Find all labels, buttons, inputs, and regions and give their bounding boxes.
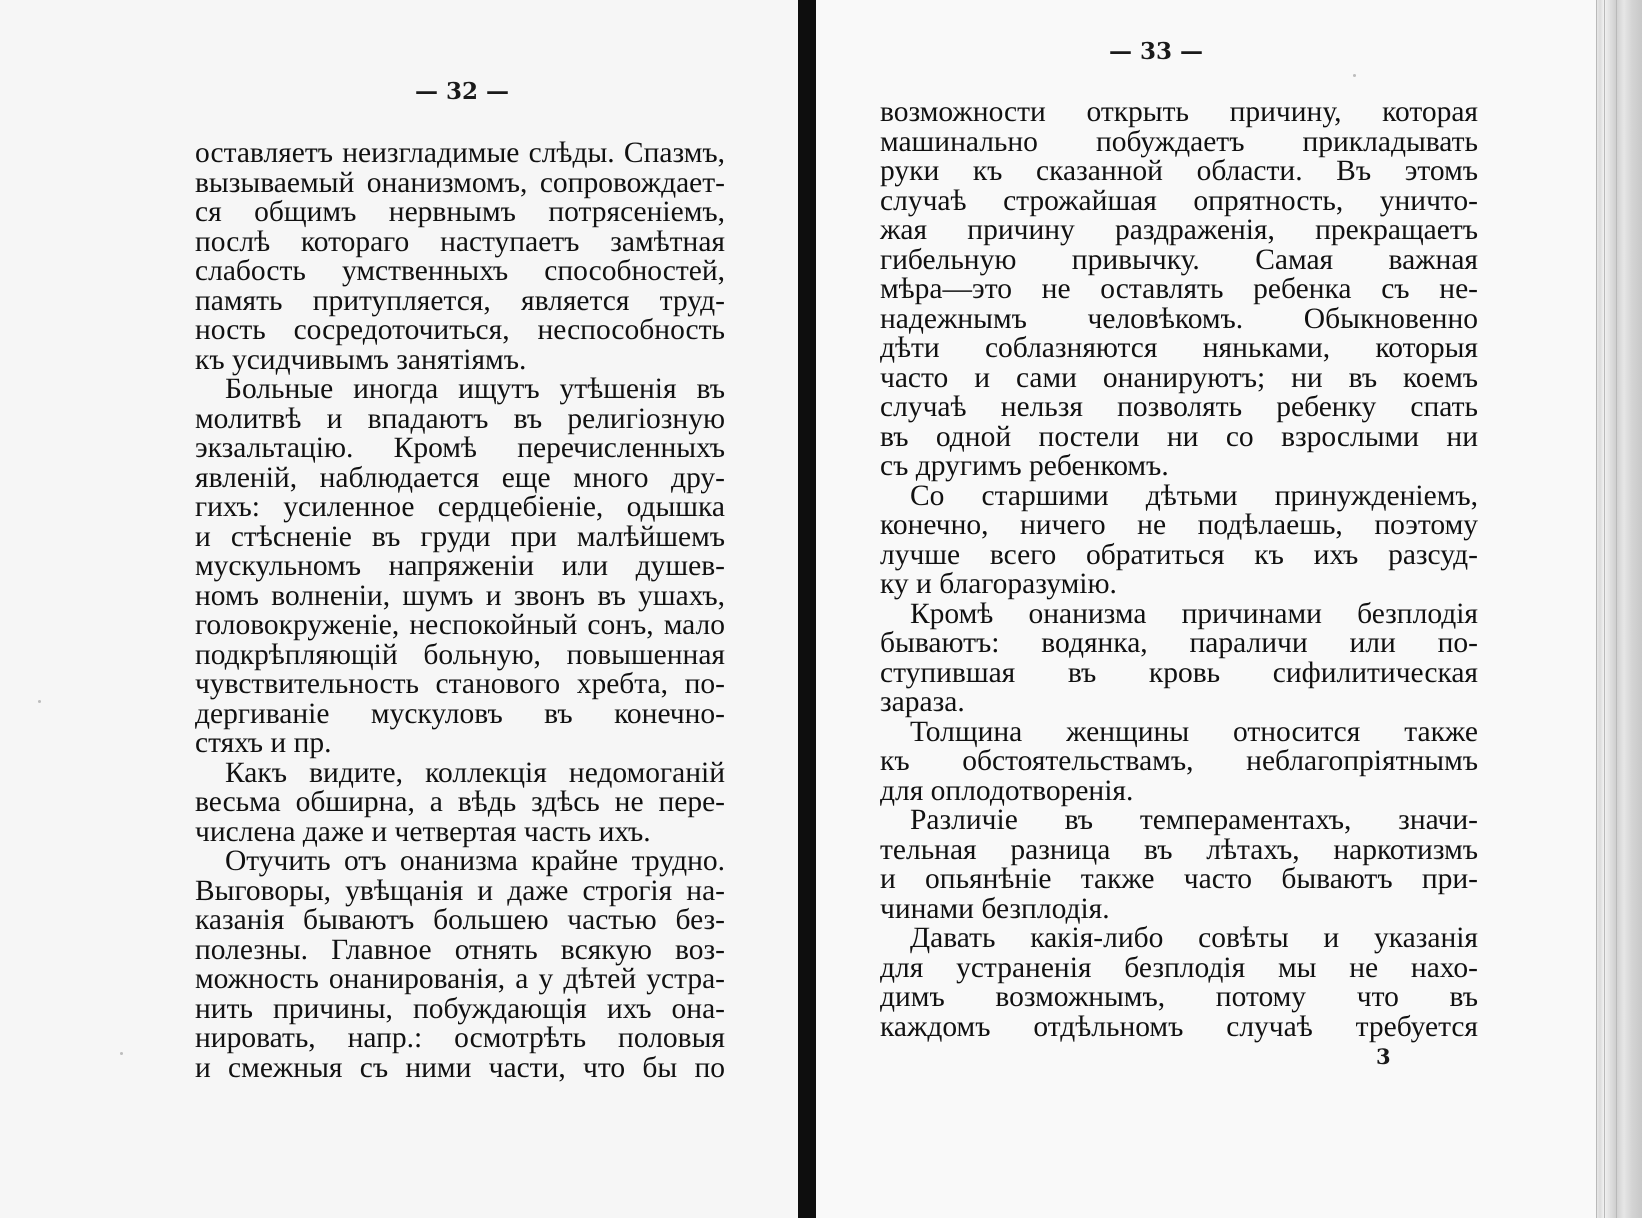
left-page [0,0,798,1218]
text-line: къ усидчивымъ занятіямъ. [195,343,527,376]
text-line: каждомъ отдѣльномъ случаѣ требуется [880,1010,1478,1043]
page-edge-line [1616,0,1617,1218]
text-line: нить причины, побуждающія ихъ она- [195,992,725,1025]
right-page-number: — 33 — [1109,38,1204,65]
signature-mark: 3 [1376,1044,1391,1069]
text-line: возможности открыть причину, которая [880,96,1478,128]
text-line: съ другимъ ребенкомъ. [880,450,1169,482]
text-line: нировать, напр.: осмотрѣть половыя [195,1022,725,1054]
text-line: Кромѣ онанизма причинами безплодія [910,597,1478,630]
text-line: и опьянѣніе также часто бываютъ при- [880,863,1478,895]
text-line: и смежныя съ ними части, что бы по [195,1051,725,1084]
text-line: случаѣ нельзя позволять ребенку спать [880,391,1478,423]
paper-speck [38,700,41,703]
text-line: ку и благоразумію. [880,568,1117,600]
text-line: слабость умственныхъ способностей, [195,255,725,287]
text-line: для оплодотворенія. [880,774,1134,807]
page-edge-shadow [1596,0,1642,1218]
text-line: казанія бываютъ большею частью без- [195,904,725,936]
text-line: Давать какія-либо совѣты и указанія [910,922,1478,954]
text-line: послѣ котораго наступаетъ замѣтная [195,225,725,258]
text-line: головокруженіе, неспокойный сонъ, мало [195,609,725,641]
text-line: мѣра—это не оставлять ребенка съ не- [880,273,1478,305]
text-line: лучше всего обратиться къ ихъ разсуд- [880,538,1478,571]
text-line: гибельную привычку. Самая важная [880,243,1478,276]
text-line: подкрѣпляющій больную, повышенная [195,638,725,671]
text-line: вызываемый онанизмомъ, сопровождает- [195,166,725,199]
text-line: Больные иногда ищутъ утѣшенія въ [225,373,725,405]
text-line: оставляетъ неизгладимые слѣды. Спазмъ, [195,137,725,169]
text-line: можность онанированія, а у дѣтей устра- [195,963,725,995]
text-line: конечно, ничего не подѣлаешь, поэтому [880,509,1478,541]
text-line: весьма обширна, а вѣдь здѣсь не пере- [195,786,725,818]
paper-speck [1353,74,1356,77]
text-line: ность сосредоточиться, неспособность [195,314,725,346]
text-line: для устраненія безплодія мы не нахо- [880,951,1478,984]
paper-speck [120,1052,123,1055]
text-line: гихъ: усиленное сердцебіеніе, одышка [195,491,725,523]
text-line: Отучить отъ онанизма крайне трудно. [225,845,725,877]
book-spine [798,0,816,1218]
text-line: надежнымъ человѣкомъ. Обыкновенно [880,302,1478,335]
text-line: и стѣсненіе въ груди при малѣйшемъ [195,520,725,553]
text-line: димъ возможнымъ, потому что въ [880,981,1478,1013]
text-line: машинально побуждаетъ прикладывать [880,125,1478,158]
left-page-text [195,139,725,1083]
text-line: въ одной постели ни со взрослыми ни [880,420,1478,453]
text-line: случаѣ строжайшая опрятность, уничто- [880,184,1478,217]
text-line: чинами безплодія. [880,892,1110,925]
text-line: ступившая въ кровь сифилитическая [880,656,1478,689]
text-line: бываютъ: водянка, параличи или по- [880,627,1478,659]
text-line: память притупляется, является труд- [195,284,725,317]
text-line: ся общимъ нервнымъ потрясеніемъ, [195,196,725,228]
text-line: числена даже и четвертая часть ихъ. [195,815,651,848]
text-line: жая причину раздраженія, прекращаетъ [880,214,1478,246]
text-line: стяхъ и пр. [195,727,332,759]
text-line: руки къ сказанной области. Въ этомъ [880,155,1478,187]
text-line: явленій, наблюдается еще много дру- [195,461,725,494]
page-edge-line [1596,0,1597,1218]
text-line: Какъ видите, коллекція недомоганій [225,756,725,789]
text-line: Выговоры, увѣщанія и даже строгія на- [195,874,725,907]
text-line: чувствительность станового хребта, по- [195,668,725,700]
text-line: дѣти соблазняются няньками, которыя [880,332,1478,364]
right-page-text [880,98,1478,1042]
text-line: Со старшими дѣтьми принужденіемъ, [910,479,1478,512]
text-line: къ обстоятельствамъ, неблагопріятнымъ [880,745,1478,777]
left-page-number: — 32 — [415,78,510,105]
text-line: Толщина женщины относится также [910,715,1478,748]
text-line: тельная разница въ лѣтахъ, наркотизмъ [880,833,1478,866]
page-edge-line [1604,0,1605,1218]
text-line: молитвѣ и впадаютъ въ религіозную [195,402,725,435]
text-line: часто и сами онанируютъ; ни въ коемъ [880,361,1478,394]
text-line: экзальтацію. Кромѣ перечисленныхъ [195,432,725,464]
text-line: зараза. [880,686,965,718]
text-line: Различіе въ темпераментахъ, значи- [910,804,1478,836]
text-line: полезны. Главное отнять всякую воз- [195,933,725,966]
text-line: дергиваніе мускуловъ въ конечно- [195,697,725,730]
text-line: мускульномъ напряженіи или душев- [195,550,725,582]
right-page [816,0,1596,1218]
text-line: номъ волненіи, шумъ и звонъ въ ушахъ, [195,579,725,612]
